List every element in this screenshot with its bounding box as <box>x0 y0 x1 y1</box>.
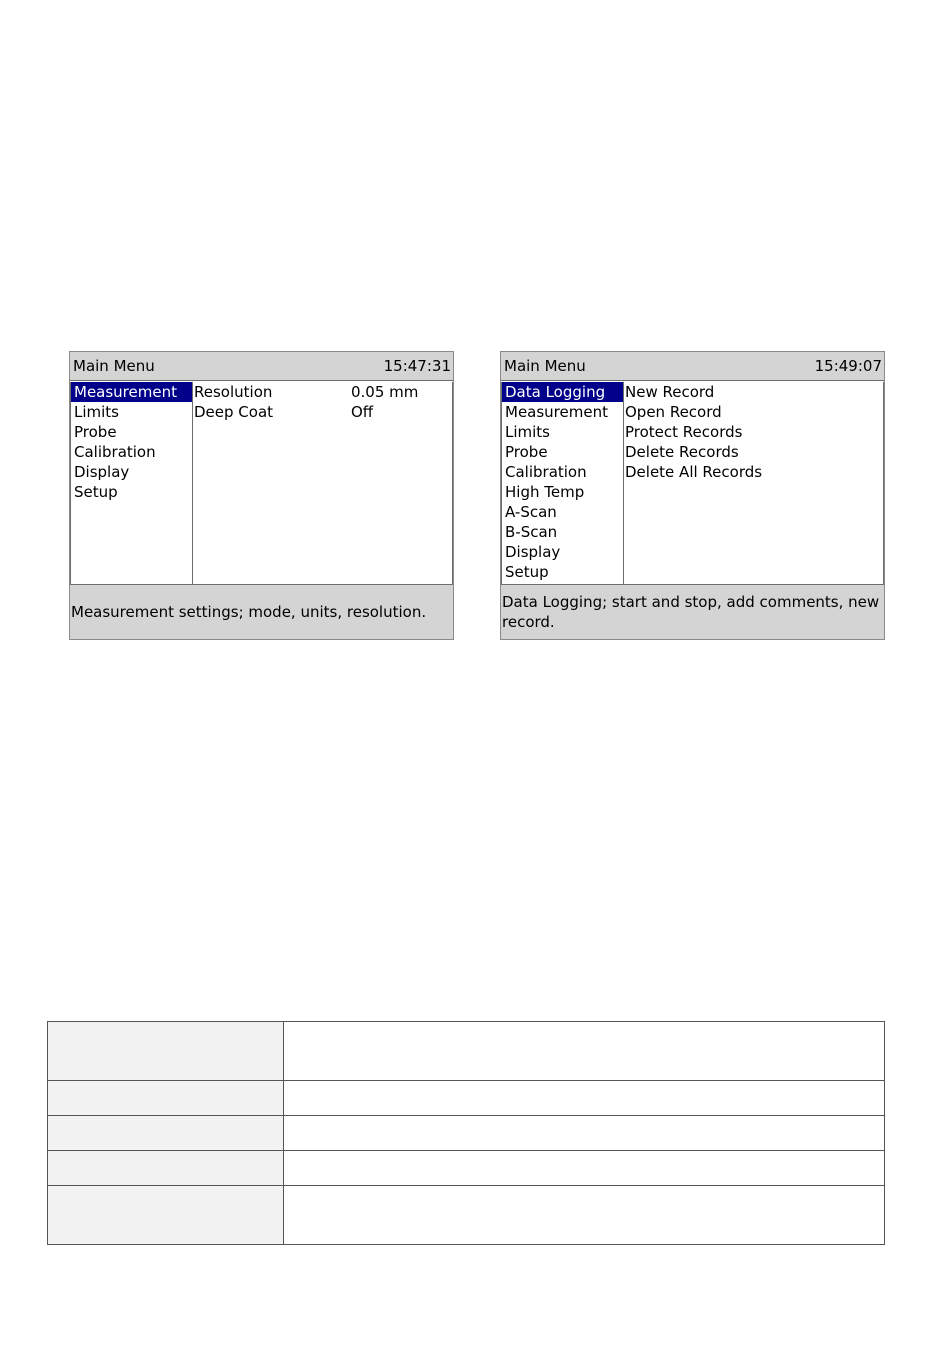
menu-item-limits[interactable]: Limits <box>74 403 119 421</box>
menu-item-display[interactable]: Display <box>505 543 561 561</box>
table-row <box>48 1081 885 1116</box>
table-key-cell <box>48 1022 284 1081</box>
table-key-cell <box>48 1116 284 1151</box>
menu-item-a-scan[interactable]: A-Scan <box>505 503 557 521</box>
help-text: Data Logging; start and stop, add comments, new record. <box>502 593 880 631</box>
menu-item-measurement[interactable]: Measurement <box>71 382 192 402</box>
submenu-item-delete-all-records[interactable]: Delete All Records <box>625 463 763 481</box>
submenu-item-protect-records[interactable]: Protect Records <box>625 423 743 441</box>
menu-item-data-logging[interactable]: Data Logging <box>502 382 623 402</box>
table-value-cell <box>284 1022 885 1081</box>
screen-header <box>501 352 884 381</box>
submenu-item-open-record[interactable]: Open Record <box>625 403 722 421</box>
menu-item-probe[interactable]: Probe <box>505 443 548 461</box>
menu-item-limits[interactable]: Limits <box>505 423 550 441</box>
setting-value: 0.05 mm <box>351 383 419 401</box>
header-title: Main Menu <box>504 357 586 375</box>
help-footer <box>501 584 884 639</box>
setting-value: Off <box>351 403 374 421</box>
menu-item-b-scan[interactable]: B-Scan <box>505 523 558 541</box>
table-key-cell <box>48 1081 284 1116</box>
table-value-cell <box>284 1151 885 1186</box>
menu-item-probe[interactable]: Probe <box>74 423 117 441</box>
screen-header <box>70 352 453 381</box>
header-clock: 15:47:31 <box>383 357 451 375</box>
header-title: Main Menu <box>73 357 155 375</box>
submenu-item-new-record[interactable]: New Record <box>625 383 715 401</box>
menu-item-calibration[interactable]: Calibration <box>505 463 587 481</box>
table-row <box>48 1022 885 1081</box>
menu-item-setup[interactable]: Setup <box>74 483 118 501</box>
menu-item-display[interactable]: Display <box>74 463 130 481</box>
table-value-cell <box>284 1116 885 1151</box>
menu-item-high-temp[interactable]: High Temp <box>505 483 585 501</box>
table-row <box>48 1151 885 1186</box>
table-row <box>48 1116 885 1151</box>
table-key-cell <box>48 1151 284 1186</box>
submenu-panel <box>624 382 884 584</box>
help-footer <box>70 584 453 639</box>
menu-item-setup[interactable]: Setup <box>505 563 549 581</box>
setting-label: Resolution <box>194 383 273 401</box>
gauge-screen-data-logging <box>500 351 885 640</box>
setting-label: Deep Coat <box>194 403 274 421</box>
submenu-panel <box>193 382 453 584</box>
table-key-cell <box>48 1186 284 1245</box>
help-text: Measurement settings; mode, units, resolution. <box>71 603 427 621</box>
gauge-screen-measurement <box>69 351 454 640</box>
main-menu-list <box>501 382 624 584</box>
submenu-item-delete-records[interactable]: Delete Records <box>625 443 739 461</box>
menu-item-calibration[interactable]: Calibration <box>74 443 156 461</box>
main-menu-list <box>70 382 193 584</box>
submenu-item-resolution[interactable] <box>193 382 452 402</box>
info-table <box>47 1021 885 1245</box>
table-value-cell <box>284 1186 885 1245</box>
menu-item-measurement[interactable]: Measurement <box>505 403 608 421</box>
table-row <box>48 1186 885 1245</box>
submenu-item-deep-coat[interactable] <box>193 402 452 422</box>
header-clock: 15:49:07 <box>814 357 882 375</box>
table-value-cell <box>284 1081 885 1116</box>
